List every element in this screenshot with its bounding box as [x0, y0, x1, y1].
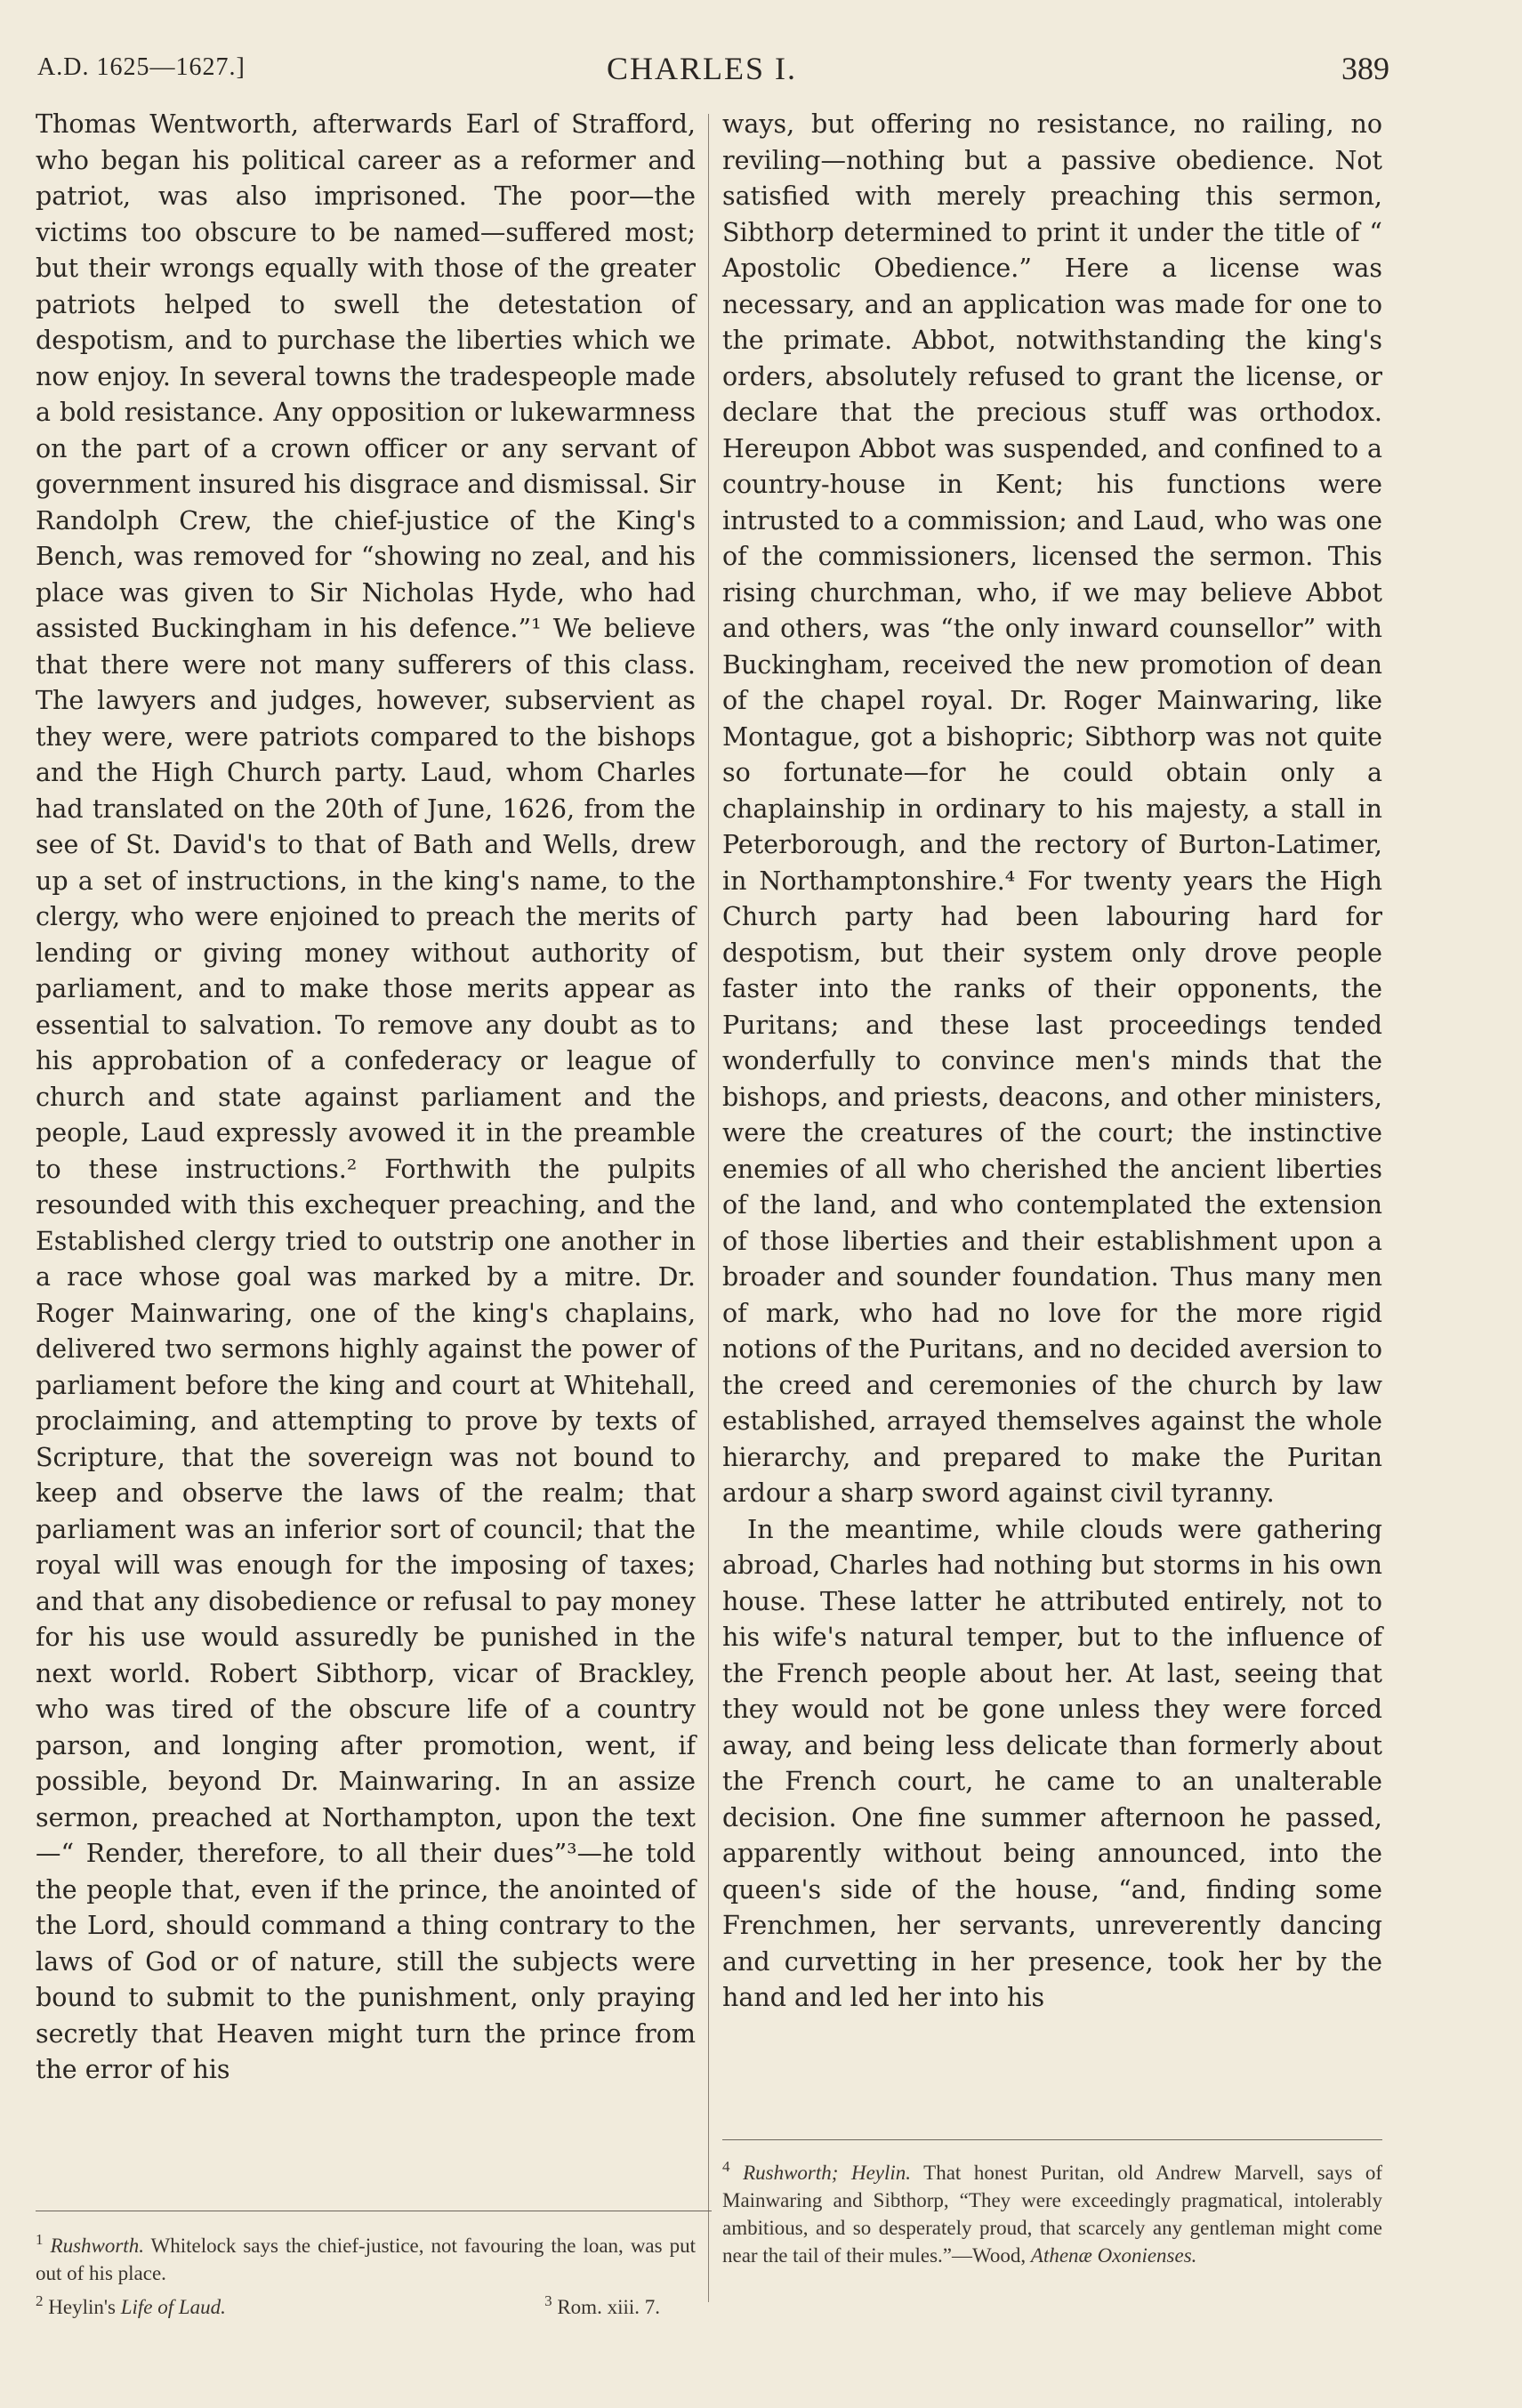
footnote-2-mark: 2	[36, 2292, 44, 2309]
footnote-4-text: That honest Puritan, old Andrew Marvell, says of Mainwaring and Sibthorp, “They were exceedingly pragmatical, intolerably ambitious, and so desperately proud, that scarcely any gentleman might come near the tail of their mules.”—Wood,	[722, 2162, 1382, 2267]
footnote-4	[722, 2153, 1382, 2269]
footnote-1	[36, 2226, 696, 2287]
running-header	[37, 50, 1389, 89]
footnotes-left	[36, 2226, 696, 2321]
header-date-range: A.D. 1625—1627.]	[37, 53, 246, 81]
header-title: CHARLES I.	[607, 51, 798, 86]
footnote-4-source: Rushworth; Heylin.	[743, 2162, 912, 2184]
footnote-3	[544, 2287, 660, 2321]
header-page-number: 389	[1341, 51, 1389, 86]
footnote-2-prefix: Heylin's	[48, 2296, 121, 2318]
right-paragraph-2: In the meantime, while clouds were gathering abroad, Charles had nothing but storms in his own house. These latter he attributed entirely, not to his wife's natural temper, but to the influence of the French people about her. At last, seeing that they would not be gone unless they were forced away, and being less delicate than formerly about the French court, he came to an unalterable decision. One fine summer afternoon he passed, apparently without being announced, into the queen's side of the house, “and, finding some Frenchmen, her servants, unreverently dancing and curvetting in her presence, took her by the hand and led her into his	[722, 1514, 1382, 2012]
column-divider	[708, 114, 709, 2302]
footnote-1-text: Whitelock says the chief-justice, not favouring the loan, was put out of his place.	[36, 2235, 696, 2284]
footnote-row-2-3	[36, 2287, 696, 2321]
left-column	[36, 107, 696, 2089]
footnote-1-mark: 1	[36, 2231, 44, 2248]
footnote-rule-right	[722, 2139, 1382, 2140]
footnote-3-text: Rom. xiii. 7.	[557, 2296, 660, 2318]
footnote-2	[36, 2287, 226, 2321]
right-paragraph-1: ways, but offering no resistance, no railing, no reviling—nothing but a passive obedience. Not satisfied with merely preaching this sermon, Sibthorp determined to print it under the title of “ Apostolic Obedience.” Here a license was necessary, and an application was made for one to the primate. Abbot, notwithstanding the king's orders, absolutely refused to grant the license, or declare that the precious stuff was orthodox. Hereupon Abbot was suspended, and confined to a country-house in Kent; his functions were intrusted to a commission; and Laud, who was one of the commissioners, licensed the sermon. This rising churchman, who, if we may believe Abbot and others, was “the only inward counsellor” with Buckingham, received the new promotion of dean of the chapel royal. Dr. Roger Mainwaring, like Montague, got a bishopric; Sibthorp was not quite so fortunate—for he could obtain only a chaplainship in ordinary to his majesty, a stall in Peterborough, and the rectory of Burton-Latimer, in Northamptonshire.⁴ For twenty years the High Church party had been labouring hard for despotism, but their system only drove people faster into the ranks of their opponents, the Puritans; and these last proceedings tended wonderfully to convince men's minds that the bishops, and priests, deacons, and other ministers, were the creatures of the court; the instinctive enemies of all who cherished the ancient liberties of the land, and who contemplated the extension of those liberties and their establishment upon a broader and sounder foundation. Thus many men of mark, who had no love for the more rigid notions of the Puritans, and no decided aversion to the creed and ceremonies of the church by law established, arrayed themselves against the whole hierarchy, and prepared to make the Puritan ardour a sharp sword against civil tyranny.	[722, 109, 1382, 1508]
right-column	[722, 107, 1382, 2017]
footnote-4-mark: 4	[722, 2158, 730, 2175]
footnote-4-title: Athenæ Oxonienses.	[1030, 2244, 1197, 2267]
left-paragraph-1: Thomas Wentworth, afterwards Earl of Strafford, who began his political career as a reformer and patriot, was also imprisoned. The poor—the victims too obscure to be named—suffered most; but their wrongs equally with those of the greater patriots helped to swell the detestation of despotism, and to purchase the liberties which we now enjoy. In several towns the tradespeople made a bold resistance. Any opposition or lukewarmness on the part of a crown officer or any servant of government insured his disgrace and dismissal. Sir Randolph Crew, the chief-justice of the King's Bench, was removed for “showing no zeal, and his place was given to Sir Nicholas Hyde, who had assisted Buckingham in his defence.”¹ We believe that there were not many sufferers of this class. The lawyers and judges, however, subservient as they were, were patriots compared to the bishops and the High Church party. Laud, whom Charles had translated on the 20th of June, 1626, from the see of St. David's to that of Bath and Wells, drew up a set of instructions, in the king's name, to the clergy, who were enjoined to preach the merits of lending or giving money without authority of parliament, and to make those merits appear as essential to salvation. To remove any doubt as to his approbation of a confederacy or league of church and state against parliament and the people, Laud expressly avowed it in the preamble to these instructions.² Forthwith the pulpits resounded with this exchequer preaching, and the Established clergy tried to outstrip one another in a race whose goal was marked by a mitre. Dr. Roger Mainwaring, one of the king's chaplains, delivered two sermons highly against the power of parliament before the king and court at Whitehall, proclaiming, and attempting to prove by texts of Scripture, that the sovereign was not bound to keep and observe the laws of the realm; that parliament was an inferior sort of council; that the royal will was enough for the imposing of taxes; and that any disobedience or refusal to pay money for his use would assuredly be punished in the next world. Robert Sibthorp, vicar of Brackley, who was tired of the obscure life of a country parson, and longing after promotion, went, if possible, beyond Dr. Mainwaring. In an assize sermon, preached at Northampton, upon the text—“ Render, therefore, to all their dues”³—he told the people that, even if the prince, the anointed of the Lord, should command a thing contrary to the laws of God or of nature, still the subjects were bound to submit to the punishment, only praying secretly that Heaven might turn the prince from the error of his	[36, 109, 696, 2084]
footnote-3-mark: 3	[544, 2292, 552, 2309]
footnotes-right	[722, 2153, 1382, 2269]
footnote-1-source: Rushworth.	[50, 2235, 144, 2257]
footnote-2-title: Life of Laud.	[120, 2296, 226, 2318]
